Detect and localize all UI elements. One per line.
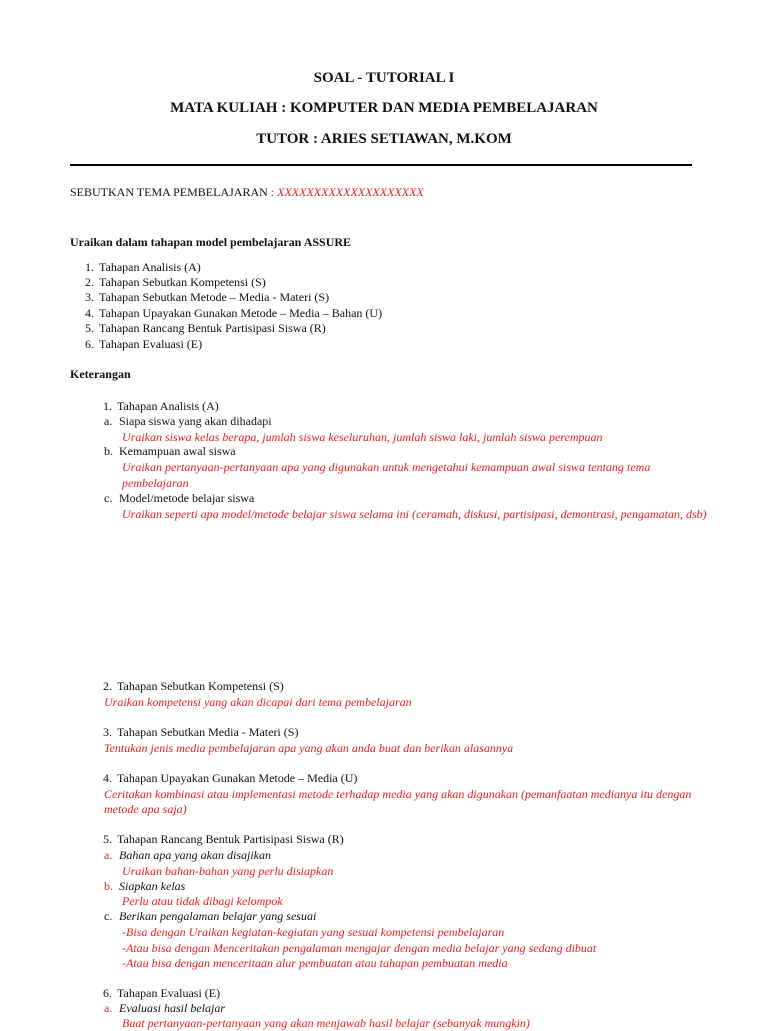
item-text: Berikan pengalaman belajar yang sesuai: [119, 909, 317, 923]
assure-item-3: [76, 290, 329, 305]
s5-item-c: [104, 909, 316, 924]
list-text: Tahapan Upayakan Gunakan Metode – Media – Bahan (U): [99, 306, 383, 320]
s6-item-a-desc: Buat pertanyaan-pertanyaan yang akan menjawab hasil belajar (sebanyak mungkin): [122, 1016, 530, 1030]
item-letter: a.: [104, 1001, 113, 1015]
item-text: Evaluasi hasil belajar: [119, 1001, 225, 1015]
section-2-desc: Uraikan kompetensi yang akan dicapai dari tema pembelajaran: [104, 695, 412, 709]
section-title-text: Tahapan Analisis (A): [117, 399, 219, 413]
s1-item-b-desc-line1: Uraikan pertanyaan-pertanyaan apa yang digunakan untuk mengetahui kemampuan awal siswa tentang tema: [122, 460, 651, 474]
s5-item-a: [104, 848, 271, 863]
s5-item-c-desc-line2: -Atau bisa dengan Menceritakan pengalaman mengajar dengan media belajar yang sedang dibuat: [122, 941, 597, 955]
section-5-title: [94, 832, 344, 847]
list-number: 4.: [85, 306, 94, 320]
header-divider: [70, 164, 692, 166]
item-text: Siapa siswa yang akan dihadapi: [119, 414, 272, 428]
section-title-text: Tahapan Evaluasi (E): [117, 986, 221, 1000]
assure-heading: Uraikan dalam tahapan model pembelajaran ASSURE: [70, 235, 352, 249]
list-text: Tahapan Analisis (A): [99, 260, 201, 274]
list-text: Tahapan Sebutkan Metode – Media - Materi (S): [99, 290, 330, 304]
section-number: 3.: [103, 725, 112, 739]
list-number: 1.: [85, 260, 94, 274]
item-text: Siapkan kelas: [119, 879, 186, 893]
s1-item-a: [104, 414, 272, 429]
keterangan-heading: Keterangan: [70, 367, 131, 381]
theme-colon: :: [267, 185, 278, 199]
section-number: 1.: [103, 399, 112, 413]
s5-item-b: [104, 879, 185, 894]
section-title-text: Tahapan Sebutkan Media - Materi (S): [117, 725, 299, 739]
section-number: 2.: [103, 679, 112, 693]
s1-item-b: [104, 444, 236, 459]
section-title-text: Tahapan Sebutkan Kompetensi (S): [117, 679, 284, 693]
assure-item-6: [76, 337, 202, 352]
theme-line: [70, 185, 424, 200]
section-3-desc: Tentukan jenis media pembelajaran apa yang akan anda buat dan berikan alasannya: [104, 741, 514, 755]
s1-item-a-desc: Uraikan siswa kelas berapa, jumlah siswa keseluruhan, jumlah siswa laki, jumlah siswa perempuan: [122, 430, 603, 444]
tutor-line: TUTOR : ARIES SETIAWAN, M.KOM: [256, 131, 512, 147]
list-text: Tahapan Evaluasi (E): [99, 337, 203, 351]
item-letter: c.: [104, 491, 113, 505]
item-text: Bahan apa yang akan disajikan: [119, 848, 271, 862]
s1-item-b-desc-line2: pembelajaran: [122, 476, 189, 490]
section-4-desc-line2: metode apa saja): [104, 802, 187, 816]
s5-item-c-desc-line3: -Atau bisa dengan menceritaan alur pembuatan atau tahapan pembuatan media: [122, 956, 508, 970]
item-letter: a.: [104, 414, 113, 428]
list-number: 6.: [85, 337, 94, 351]
course-title: MATA KULIAH : KOMPUTER DAN MEDIA PEMBELAJARAN: [170, 100, 598, 116]
assure-item-4: [76, 306, 382, 321]
section-4-desc-line1: Ceritakan kombinasi atau implementasi metode terhadap media yang akan digunakan (pemanfaatan medianya itu dengan: [104, 787, 692, 801]
item-text: Model/metode belajar siswa: [119, 491, 255, 505]
assure-item-5: [76, 321, 326, 336]
assure-item-2: [76, 275, 266, 290]
theme-label: SEBUTKAN TEMA PEMBELAJARAN: [70, 185, 268, 199]
section-4-title: [94, 771, 357, 786]
s6-item-a: [104, 1001, 225, 1016]
list-number: 3.: [85, 290, 94, 304]
item-letter: b.: [104, 444, 113, 458]
item-letter: b.: [104, 879, 113, 893]
section-number: 4.: [103, 771, 112, 785]
item-letter: a.: [104, 848, 113, 862]
s5-item-a-desc: Uraikan bahan-bahan yang perlu disiapkan: [122, 864, 334, 878]
theme-value: XXXXXXXXXXXXXXXXXXXX: [277, 185, 424, 199]
s5-item-b-desc: Perlu atau tidak dibagi kelompok: [122, 894, 283, 908]
item-text: Kemampuan awal siswa: [119, 444, 236, 458]
doc-title: SOAL - TUTORIAL I: [313, 70, 455, 86]
section-2-title: [94, 679, 284, 694]
section-title-text: Tahapan Rancang Bentuk Partisipasi Siswa (R): [117, 832, 344, 846]
s1-item-c: [104, 491, 254, 506]
section-3-title: [94, 725, 298, 740]
list-text: Tahapan Rancang Bentuk Partisipasi Siswa (R): [99, 321, 326, 335]
list-number: 5.: [85, 321, 94, 335]
section-number: 5.: [103, 832, 112, 846]
assure-item-1: [76, 260, 201, 275]
list-text: Tahapan Sebutkan Kompetensi (S): [99, 275, 266, 289]
item-letter: c.: [104, 909, 113, 923]
list-number: 2.: [85, 275, 94, 289]
section-1-title: [94, 399, 219, 414]
section-title-text: Tahapan Upayakan Gunakan Metode – Media (U): [117, 771, 358, 785]
section-6-title: [94, 986, 220, 1001]
section-number: 6.: [103, 986, 112, 1000]
s1-item-c-desc: Uraikan seperti apa model/metode belajar siswa selama ini (ceramah, diskusi, partisipasi, demontrasi, pengamatan, dsb): [122, 507, 707, 521]
s5-item-c-desc-line1: -Bisa dengan Uraikan kegiatan-kegiatan yang sesuai kompetensi pembelajaran: [122, 925, 505, 939]
